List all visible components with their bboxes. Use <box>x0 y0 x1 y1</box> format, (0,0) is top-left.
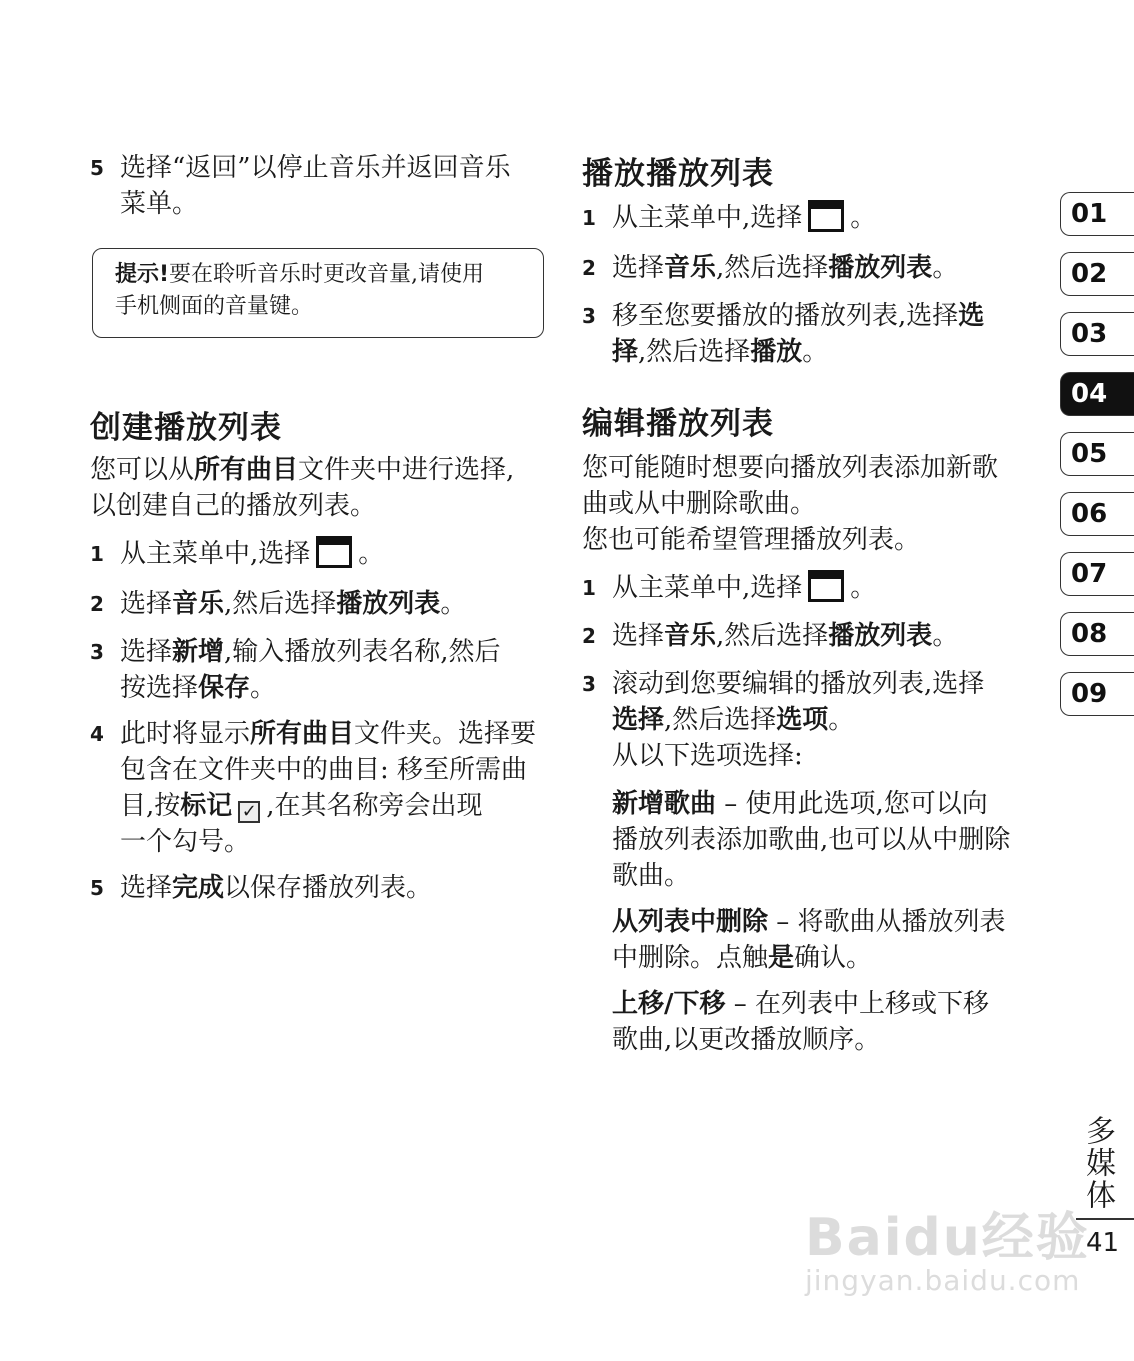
step-bold: 完成 <box>172 873 225 903</box>
option-bold: 上移/下移 <box>612 989 726 1019</box>
step-text: 包含在文件夹中的曲目: 移至所需曲 <box>120 755 528 785</box>
watermark-text: Baidu经验 <box>805 1208 1090 1268</box>
option-bold: 新增歌曲 <box>612 789 717 819</box>
step-bold: 标记 <box>180 791 233 821</box>
option-bold: 从列表中删除 <box>612 907 769 937</box>
step-bold: 播放 <box>750 337 803 367</box>
step-text: 一个勾号。 <box>120 827 251 857</box>
step-bold: 所有曲目 <box>250 719 355 749</box>
step-text: 。 <box>932 621 959 651</box>
intro-text: 您可以从 <box>90 455 195 485</box>
step-number: 2 <box>582 624 596 648</box>
step-text: 选择 <box>612 621 665 651</box>
section-heading-create-playlist: 创建播放列表 <box>90 410 282 446</box>
intro-text: 文件夹中进行选择, <box>298 455 515 485</box>
tip-text: 手机侧面的音量键。 <box>115 294 314 319</box>
intro-text: 您可能随时想要向播放列表添加新歌 <box>582 453 999 483</box>
step-text: 以保存播放列表。 <box>224 873 433 903</box>
step-text: ,然后选择 <box>664 705 777 735</box>
step-bold: 播放列表 <box>828 621 933 651</box>
step-bold: 音乐 <box>664 253 717 283</box>
create-intro <box>90 452 514 524</box>
chapter-tab-02[interactable]: 02 <box>1060 252 1134 296</box>
edit-intro <box>582 450 998 558</box>
chapter-tab-03[interactable]: 03 <box>1060 312 1134 356</box>
chapter-tab-05[interactable]: 05 <box>1060 432 1134 476</box>
checkbox-mark-icon: ✓ <box>238 801 260 823</box>
step-text: 。 <box>932 253 959 283</box>
step-number: 5 <box>90 876 104 900</box>
section-heading-edit-playlist: 编辑播放列表 <box>582 406 774 442</box>
step-bold: 保存 <box>198 673 251 703</box>
step-bold: 新增 <box>172 637 225 667</box>
step-number: 1 <box>582 576 596 600</box>
option-text: – 将歌曲从播放列表 <box>768 907 1006 937</box>
step-bold: 播放列表 <box>336 589 441 619</box>
option-text: 中删除。点触 <box>612 943 769 973</box>
option-text: – 在列表中上移或下移 <box>725 989 990 1019</box>
step-bold: 选 <box>958 301 985 331</box>
section-label: 多媒体 <box>1080 1115 1115 1211</box>
chapter-tab-07[interactable]: 07 <box>1060 552 1134 596</box>
step-text: 按选择 <box>120 673 199 703</box>
step-text: 从主菜单中,选择 <box>120 539 311 569</box>
tip-label: 提示! <box>115 262 170 287</box>
menu-icon <box>316 536 352 568</box>
step-number: 2 <box>90 592 104 616</box>
intro-text: 您也可能希望管理播放列表。 <box>582 525 921 555</box>
step-text: ,然后选择 <box>638 337 751 367</box>
watermark-url: jingyan.baidu.com <box>805 1264 1081 1297</box>
chapter-tab-08[interactable]: 08 <box>1060 612 1134 656</box>
step-text: ,在其名称旁会出现 <box>266 791 483 821</box>
option-text: 播放列表添加歌曲,也可以从中删除 <box>612 825 1011 855</box>
chapter-tab-01[interactable]: 01 <box>1060 192 1134 236</box>
step-text: 。 <box>828 705 855 735</box>
option-text: – 使用此选项,您可以向 <box>716 789 988 819</box>
step-number: 5 <box>90 156 104 180</box>
section-heading-play-playlist: 播放播放列表 <box>582 156 774 192</box>
intro-text: 以创建自己的播放列表。 <box>90 491 377 521</box>
step-bold: 音乐 <box>172 589 225 619</box>
step-text: 。 <box>440 589 467 619</box>
option-remove-from-list <box>612 904 1042 976</box>
step-text: 选择 <box>120 873 173 903</box>
step-text: 从以下选项选择: <box>612 741 803 771</box>
option-bold: 是 <box>768 943 795 973</box>
option-move-up-down <box>612 986 1042 1058</box>
step-number: 1 <box>582 206 596 230</box>
step-text: 此时将显示 <box>120 719 251 749</box>
step-number: 3 <box>90 640 104 664</box>
step-text: 移至您要播放的播放列表,选择 <box>612 301 959 331</box>
step-text: ,输入播放列表名称,然后 <box>224 637 501 667</box>
step-text: 。 <box>850 573 877 603</box>
step-text: ,然后选择 <box>716 253 829 283</box>
tip-box <box>92 248 544 338</box>
menu-icon <box>808 200 844 232</box>
step-text: 选择“返回”以停止音乐并返回音乐 <box>120 153 511 183</box>
option-add-song <box>612 786 1042 894</box>
baidu-watermark <box>805 1195 1090 1297</box>
step-text: 目,按 <box>120 791 181 821</box>
tip-text: 要在聆听音乐时更改音量,请使用 <box>169 262 485 287</box>
step-bold: 选择 <box>612 705 665 735</box>
step-text: 从主菜单中,选择 <box>612 573 803 603</box>
intro-text: 曲或从中删除歌曲。 <box>582 489 817 519</box>
step-text: 文件夹。选择要 <box>354 719 537 749</box>
step-number: 3 <box>582 672 596 696</box>
step-text: 滚动到您要编辑的播放列表,选择 <box>612 669 985 699</box>
step-text: 。 <box>850 203 877 233</box>
step-text: 从主菜单中,选择 <box>612 203 803 233</box>
step-number: 1 <box>90 542 104 566</box>
step-text: 菜单。 <box>120 189 199 219</box>
option-text: 歌曲,以更改播放顺序。 <box>612 1025 881 1055</box>
chapter-tab-09[interactable]: 09 <box>1060 672 1134 716</box>
option-text: 歌曲。 <box>612 861 691 891</box>
step-bold: 择 <box>612 337 639 367</box>
step-text: 选择 <box>120 637 173 667</box>
step-text: 。 <box>358 539 385 569</box>
step-text: 。 <box>802 337 829 367</box>
menu-icon <box>808 570 844 602</box>
chapter-tab-06[interactable]: 06 <box>1060 492 1134 536</box>
step-bold: 音乐 <box>664 621 717 651</box>
step-bold: 播放列表 <box>828 253 933 283</box>
page-number: 41 <box>1086 1228 1120 1258</box>
step-number: 3 <box>582 304 596 328</box>
chapter-tab-04[interactable]: 04 <box>1060 372 1134 416</box>
step-text: 选择 <box>120 589 173 619</box>
option-text: 确认。 <box>794 943 873 973</box>
step-number: 2 <box>582 256 596 280</box>
step-text: ,然后选择 <box>716 621 829 651</box>
intro-bold: 所有曲目 <box>194 455 299 485</box>
step-text: 。 <box>250 673 277 703</box>
step-text: 选择 <box>612 253 665 283</box>
step-bold: 选项 <box>776 705 829 735</box>
step-number: 4 <box>90 722 104 746</box>
step-text: ,然后选择 <box>224 589 337 619</box>
